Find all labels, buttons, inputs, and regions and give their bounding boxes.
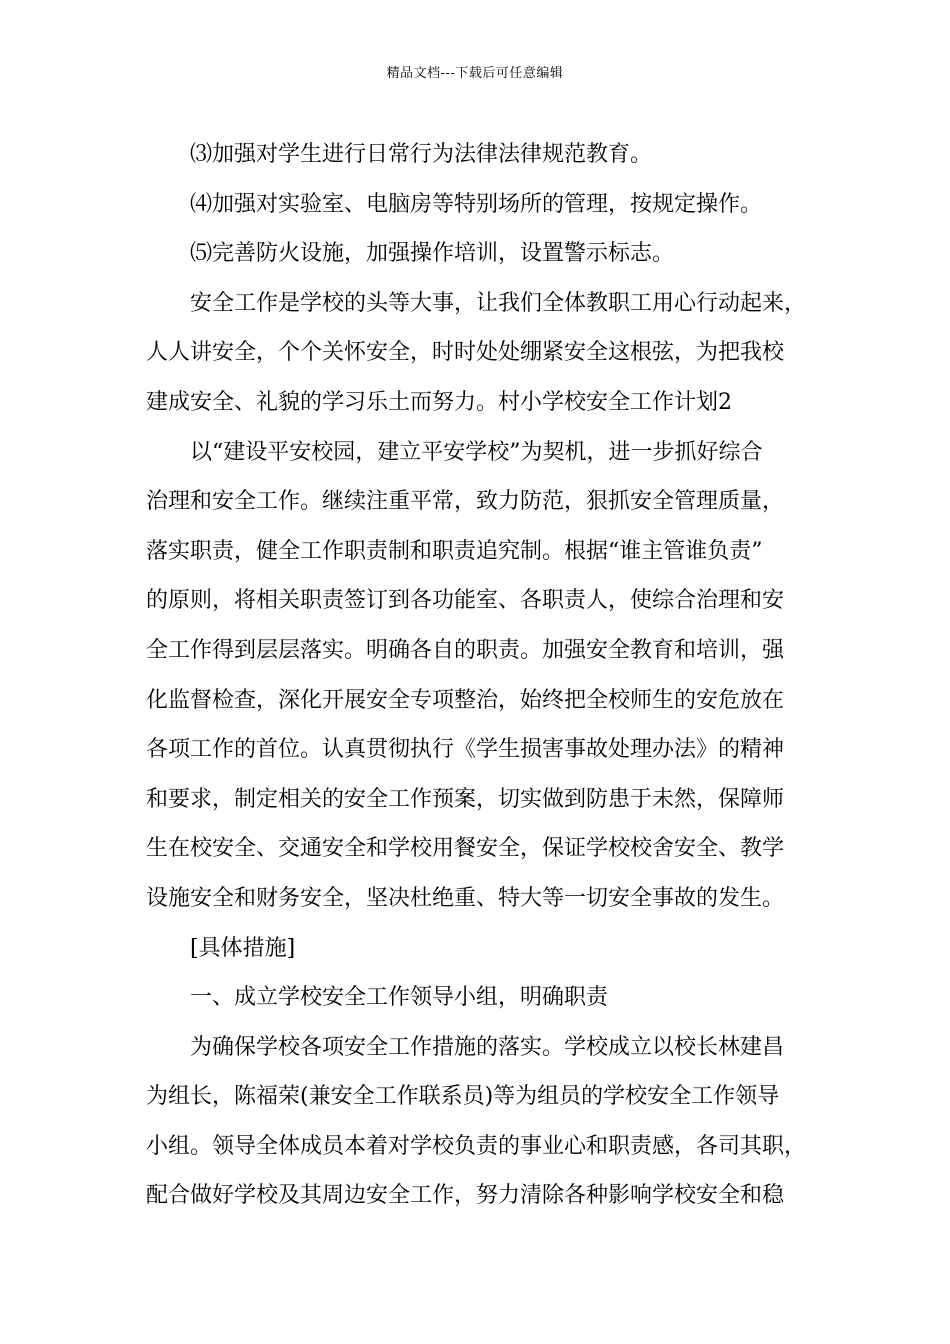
document-body [146,130,830,1221]
paragraph-measure-5 [146,229,830,279]
text-line: 人人讲安全，个个关怀安全，时时处处绷紧安全这根弦，为把我校 [146,340,785,366]
text-line: 落实职责，健全工作职责制和职责追究制。根据“谁主管谁负责” [146,538,763,564]
paragraph-measure-4 [146,180,830,230]
text-line: 全工作得到层层落实。明确各自的职责。加强安全教育和培训，强 [146,637,785,663]
text-line: 安全工作是学校的头等大事，让我们全体教职工用心行动起来， [190,290,807,316]
text-line: ⑶加强对学生进行日常行为法律法律规范教育。 [190,142,653,167]
text-line: 小组。领导全体成员本着对学校负责的事业心和职责感，各司其职， [146,1133,807,1159]
paragraph-measure-3 [146,130,830,180]
text-line: [具体措施] [190,935,296,961]
section-heading-specific-measures [146,924,830,974]
text-line: 为组长，陈福荣(兼安全工作联系员)等为组员的学校安全工作领导 [146,1084,780,1110]
page-header: 精品文档---下载后可任意编辑 [386,66,564,81]
text-line: 以“建设平安校园，建立平安学校”为契机，进一步抓好综合 [190,439,763,465]
paragraph-safety-summary [146,279,830,428]
text-line: 治理和安全工作。继续注重平常，致力防范，狠抓安全管理质量， [146,489,785,515]
paragraph-plan-2-intro [146,428,830,924]
text-line: 配合做好学校及其周边安全工作，努力清除各种影响学校安全和稳 [146,1183,785,1209]
text-line: 生在校安全、交通安全和学校用餐安全，保证学校校舍安全、教学 [146,836,785,862]
text-line: 化监督检查，深化开展安全专项整治，始终把全校师生的安危放在 [146,687,785,713]
text-line: 的原则，将相关职责签订到各功能室、各职责人，使综合治理和安 [146,588,785,614]
text-line: 为确保学校各项安全工作措施的落实。学校成立以校长林建昌 [190,1034,785,1060]
text-line: 和要求，制定相关的安全工作预案，切实做到防患于未然，保障师 [146,786,785,812]
text-line: 设施安全和财务安全，坚决杜绝重、特大等一切安全事故的发生。 [146,885,785,911]
text-line: 一、成立学校安全工作领导小组，明确职责 [190,985,609,1011]
paragraph-leadership-group [146,1023,830,1221]
text-line: ⑷加强对实验室、电脑房等特别场所的管理，按规定操作。 [190,191,763,217]
text-line: 建成安全、礼貌的学习乐土而努力。村小学校安全工作计划2 [146,389,732,415]
text-line: 各项工作的首位。认真贯彻执行《学生损害事故处理办法》的精神 [146,737,785,763]
text-line: ⑸完善防火设施，加强操作培训，设置警示标志。 [190,241,675,267]
section-heading-leadership-group [146,973,830,1023]
